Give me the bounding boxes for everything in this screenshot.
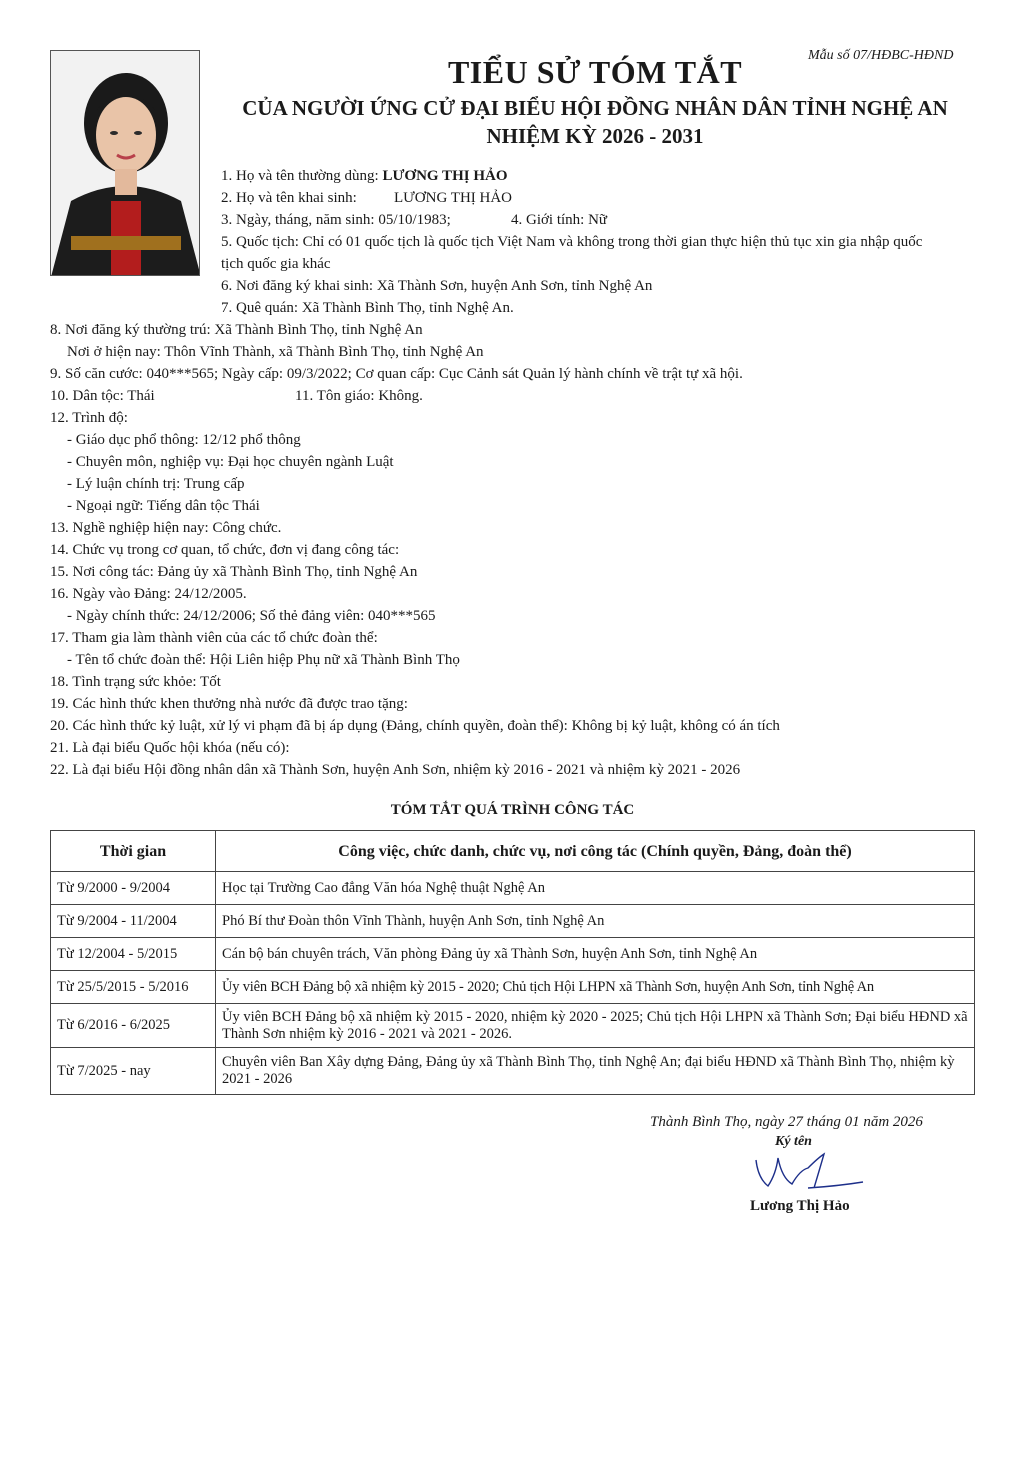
portrait-photo <box>50 50 200 276</box>
bio-line-17: 17. Tham gia làm thành viên của các tổ chức đoàn thể: <box>50 630 378 646</box>
common-name: LƯƠNG THỊ HẢO <box>382 168 508 184</box>
column-header-job: Công việc, chức danh, chức vụ, nơi công tác (Chính quyền, Đảng, đoàn thể) <box>216 831 975 872</box>
bio-line-2: 2. Họ và tên khai sinh: <box>221 190 357 206</box>
cell-time: Từ 7/2025 - nay <box>51 1048 216 1095</box>
cell-time: Từ 9/2004 - 11/2004 <box>51 905 216 938</box>
bio-line-12: 12. Trình độ: <box>50 410 128 426</box>
cell-time: Từ 6/2016 - 6/2025 <box>51 1004 216 1048</box>
table-row <box>51 971 975 1004</box>
bio-line-12b: - Chuyên môn, nghiệp vụ: Đại học chuyên ngành Luật <box>67 454 394 470</box>
table-row <box>51 938 975 971</box>
table-row <box>51 1048 975 1095</box>
bio-line-1 <box>221 166 508 186</box>
bio-line-16b: - Ngày chính thức: 24/12/2006; Số thẻ đảng viên: 040***565 <box>67 608 436 624</box>
signer-name: Lương Thị Hảo <box>750 1198 850 1214</box>
bio-line-21: 21. Là đại biểu Quốc hội khóa (nếu có): <box>50 740 290 756</box>
cell-time: Từ 25/5/2015 - 5/2016 <box>51 971 216 1004</box>
column-header-time: Thời gian <box>51 831 216 872</box>
bio-line-4: 4. Giới tính: Nữ <box>511 212 608 228</box>
work-history-title: TÓM TẮT QUÁ TRÌNH CÔNG TÁC <box>390 802 635 818</box>
table-row <box>51 905 975 938</box>
bio-line-13: 13. Nghề nghiệp hiện nay: Công chức. <box>50 520 282 536</box>
bio-line-20: 20. Các hình thức kỷ luật, xử lý vi phạm đã bị áp dụng (Đảng, chính quyền, đoàn thể): Không bị kỷ luật, không có án tích <box>50 718 780 734</box>
bio-line-22: 22. Là đại biểu Hội đồng nhân dân xã Thành Sơn, huyện Anh Sơn, nhiệm kỳ 2016 - 2021 và nhiệm kỳ 2021 - 2026 <box>50 762 741 778</box>
document-title: TIỂU SỬ TÓM TẮT <box>447 54 743 90</box>
bio-line-11: 11. Tôn giáo: Không. <box>295 388 423 404</box>
handwritten-signature <box>748 1148 868 1203</box>
bio-line-5b: tịch quốc gia khác <box>221 256 331 272</box>
bio-line-12d: - Ngoại ngữ: Tiếng dân tộc Thái <box>67 498 260 514</box>
bio-line-8b: Nơi ở hiện nay: Thôn Vĩnh Thành, xã Thành Bình Thọ, tỉnh Nghệ An <box>67 344 484 360</box>
bio-line-1-label: 1. Họ và tên thường dùng: <box>221 168 383 184</box>
document-term: NHIỆM KỲ 2026 - 2031 <box>486 124 704 148</box>
bio-line-17b: - Tên tổ chức đoàn thể: Hội Liên hiệp Phụ nữ xã Thành Bình Thọ <box>67 652 460 668</box>
birth-name: LƯƠNG THỊ HẢO <box>394 190 513 206</box>
cell-job: Chuyên viên Ban Xây dựng Đảng, Đảng ủy xã Thành Bình Thọ, tỉnh Nghệ An; đại biểu HĐND xã Thành Bình Thọ, nhiệm kỳ 2021 - 2026 <box>216 1048 975 1095</box>
work-history-table <box>50 830 975 1095</box>
bio-line-12c: - Lý luận chính trị: Trung cấp <box>67 476 245 492</box>
cell-job: Ủy viên BCH Đảng bộ xã nhiệm kỳ 2015 - 2020, nhiệm kỳ 2020 - 2025; Chủ tịch Hội LHPN xã Thành Sơn; Đại biểu HĐND xã Thành Sơn nhiệm kỳ 2016 - 2021 và 2021 - 2026. <box>216 1004 975 1048</box>
table-row <box>51 1004 975 1048</box>
bio-line-5: 5. Quốc tịch: Chỉ có 01 quốc tịch là quốc tịch Việt Nam và không trong thời gian thực hiện thủ tục xin gia nhập quốc <box>221 234 923 250</box>
signature-label: Ký tên <box>775 1134 812 1149</box>
table-header-row <box>51 831 975 872</box>
bio-line-15: 15. Nơi công tác: Đảng ủy xã Thành Bình Thọ, tỉnh Nghệ An <box>50 564 418 580</box>
bio-line-7: 7. Quê quán: Xã Thành Bình Thọ, tỉnh Nghệ An. <box>221 300 514 316</box>
signature-place-date: Thành Bình Thọ, ngày 27 tháng 01 năm 2026 <box>650 1114 923 1130</box>
signature-strokes <box>748 1148 868 1198</box>
cell-time: Từ 12/2004 - 5/2015 <box>51 938 216 971</box>
cell-job: Học tại Trường Cao đẳng Văn hóa Nghệ thuật Nghệ An <box>216 872 975 905</box>
form-number: Mẫu số 07/HĐBC-HĐND <box>808 48 954 63</box>
bio-line-12a: - Giáo dục phổ thông: 12/12 phổ thông <box>67 432 301 448</box>
bio-line-3: 3. Ngày, tháng, năm sinh: 05/10/1983; <box>221 212 451 228</box>
bio-line-6: 6. Nơi đăng ký khai sinh: Xã Thành Sơn, huyện Anh Sơn, tỉnh Nghệ An <box>221 278 653 294</box>
cell-job: Cán bộ bán chuyên trách, Văn phòng Đảng ủy xã Thành Sơn, huyện Anh Sơn, tỉnh Nghệ An <box>216 938 975 971</box>
cell-time: Từ 9/2000 - 9/2004 <box>51 872 216 905</box>
bio-line-9: 9. Số căn cước: 040***565; Ngày cấp: 09/3/2022; Cơ quan cấp: Cục Cảnh sát Quản lý hành chính về trật tự xã hội. <box>50 366 743 382</box>
bio-line-16: 16. Ngày vào Đảng: 24/12/2005. <box>50 586 247 602</box>
cell-job: Phó Bí thư Đoàn thôn Vĩnh Thành, huyện Anh Sơn, tỉnh Nghệ An <box>216 905 975 938</box>
bio-line-14: 14. Chức vụ trong cơ quan, tổ chức, đơn vị đang công tác: <box>50 542 400 558</box>
bio-line-8: 8. Nơi đăng ký thường trú: Xã Thành Bình Thọ, tỉnh Nghệ An <box>50 322 423 338</box>
document-subtitle: CỦA NGƯỜI ỨNG CỬ ĐẠI BIỂU HỘI ĐỒNG NHÂN DÂN TỈNH NGHỆ AN <box>242 96 948 120</box>
portrait-illustration <box>51 51 200 276</box>
bio-line-19: 19. Các hình thức khen thưởng nhà nước đã được trao tặng: <box>50 696 408 712</box>
table-row <box>51 872 975 905</box>
bio-line-18: 18. Tình trạng sức khỏe: Tốt <box>50 674 221 690</box>
cell-job: Ủy viên BCH Đảng bộ xã nhiệm kỳ 2015 - 2020; Chủ tịch Hội LHPN xã Thành Sơn, huyện Anh Sơn, tỉnh Nghệ An <box>216 971 975 1004</box>
bio-line-10: 10. Dân tộc: Thái <box>50 388 155 404</box>
